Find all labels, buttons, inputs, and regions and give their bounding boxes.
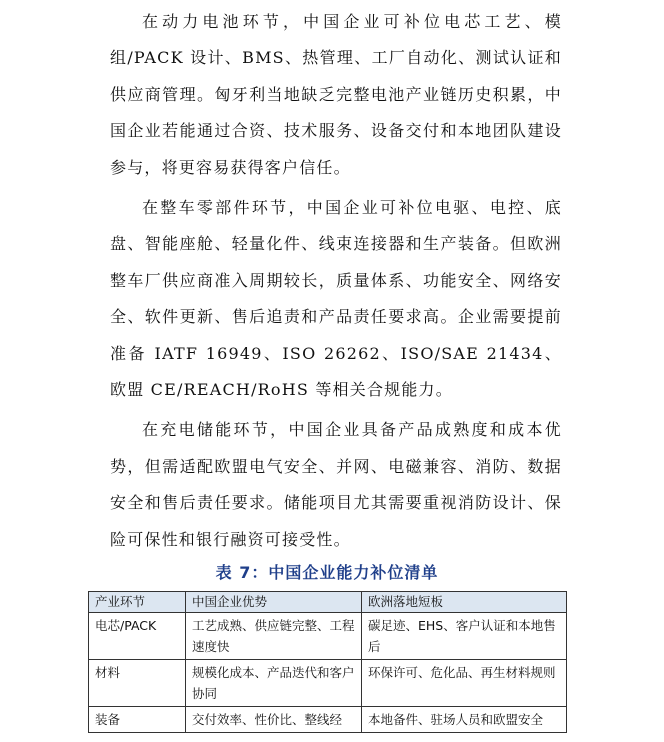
header-chinese-advantage: 中国企业优势	[186, 592, 362, 613]
cell-segment: 材料	[89, 660, 186, 707]
cell-gap: 碳足迹、EHS、客户认证和本地售后	[362, 613, 567, 660]
cell-advantage: 工艺成熟、供应链完整、工程速度快	[186, 613, 362, 660]
paragraph-charging-storage: 在充电储能环节，中国企业具备产品成熟度和成本优势，但需适配欧盟电气安全、并网、电磁兼容、消防、数据安全和售后责任要求。储能项目尤其需要重视消防设计、保险可保性和银行融资可接受性。	[110, 420, 562, 549]
body-text	[110, 4, 562, 562]
table-row	[89, 660, 567, 707]
cell-advantage: 规模化成本、产品迭代和客户协同	[186, 660, 362, 707]
cell-gap: 环保许可、危化品、再生材料规则	[362, 660, 567, 707]
paragraph-vehicle-parts: 在整车零部件环节，中国企业可补位电驱、电控、底盘、智能座舱、轻量化件、线束连接器和生产装备。但欧洲整车厂供应商准入周期较长，质量体系、功能安全、网络安全、软件更新、售后追责和产品责任要求高。企业需要提前准备 IATF 16949、ISO 26262、ISO/SAE 21434、欧盟 CE/REACH/RoHS 等相关合规能力。	[110, 198, 562, 400]
header-industry-segment: 产业环节	[89, 592, 186, 613]
table-header-row	[89, 592, 567, 613]
cell-gap: 本地备件、驻场人员和欧盟安全	[362, 707, 567, 733]
table-row	[89, 613, 567, 660]
cell-segment: 装备	[89, 707, 186, 733]
capability-table	[88, 591, 567, 733]
capability-table-container	[88, 591, 566, 733]
cell-advantage: 交付效率、性价比、整线经	[186, 707, 362, 733]
header-european-gap: 欧洲落地短板	[362, 592, 567, 613]
table-row	[89, 707, 567, 733]
cell-segment: 电芯/PACK	[89, 613, 186, 660]
table-title: 表 7：中国企业能力补位清单	[215, 563, 439, 582]
paragraph-power-battery: 在动力电池环节，中国企业可补位电芯工艺、模组/PACK 设计、BMS、热管理、工厂自动化、测试认证和供应商管理。匈牙利当地缺乏完整电池产业链历史积累，中国企业若能通过合资、技术服务、设备交付和本地团队建设参与，将更容易获得客户信任。	[110, 12, 562, 177]
